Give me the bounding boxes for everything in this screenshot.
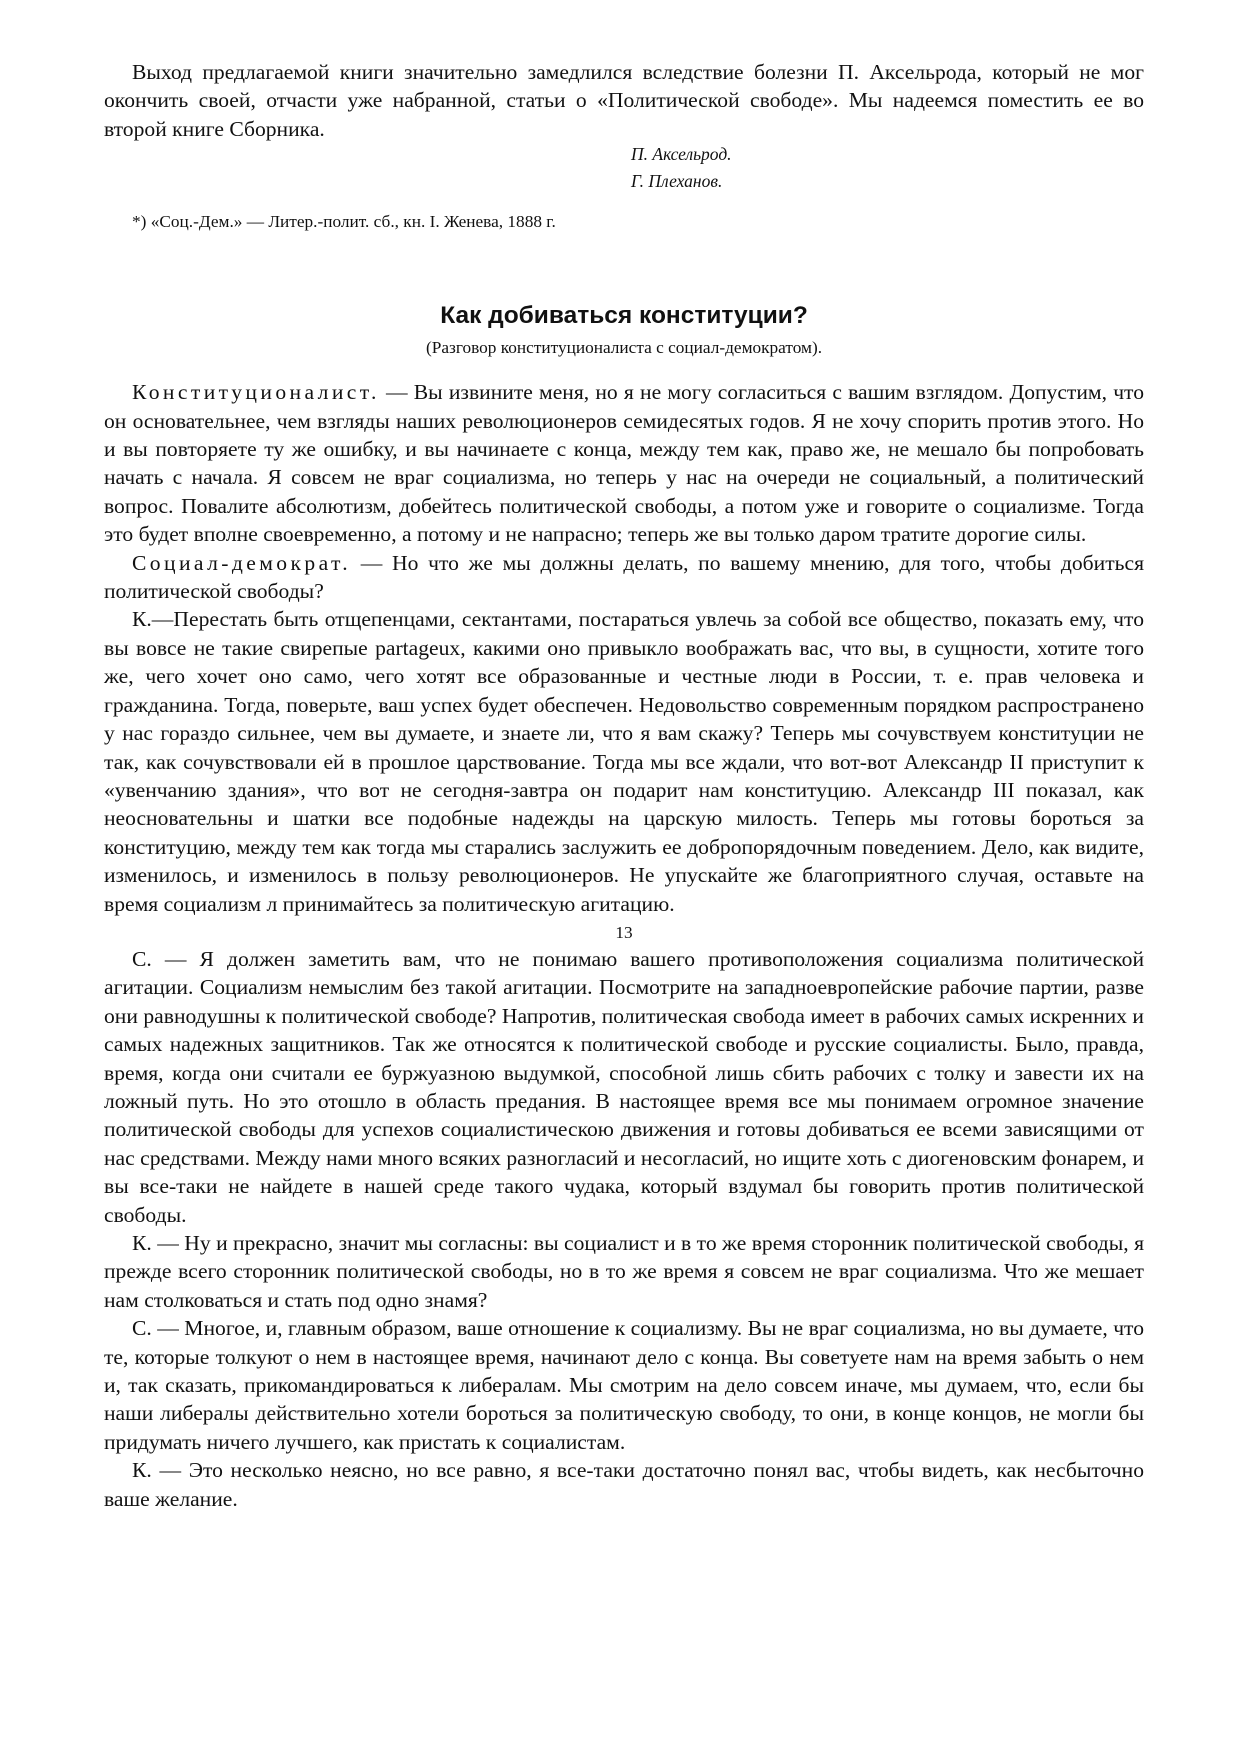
page-number: 13	[615, 922, 633, 942]
signature-plekhanov: Г. Плеханов.	[631, 171, 723, 192]
speaker-constitutionalist: Конституционалист.	[132, 380, 380, 405]
dialogue-paragraph-4: С. — Я должен заметить вам, что не понимаю вашего противоположения социализма политической агитации. Социализм немыслим без такой агитации. Посмотрите на западноевропейские рабочие партии, разве они равнодушны к политической свободе? Напротив, политическая свобода имеет в рабочих самых искренних и самых надежных защитников. Так же относятся к политической свободе и русские социалисты. Было, правда, время, когда они считали ее буржуазною выдумкой, способной лишь сбить рабочих с толку и завести их на ложный путь. Но это отошло в область предания. В настоящее время все мы понимаем огромное значение политической свободы для успехов социалистическою движения и готовы добиваться ее всеми зависящими от нас средствами. Между нами много всяких разногласий и несогласий, но ищите хоть с диогеновским фонарем, и вы все-таки не найдете в нашей среде такого чудака, который вздумал бы говорить против политической свободы.	[104, 946, 1144, 1227]
dialogue-text-1: — Вы извините меня, но я не могу согласиться с вашим взглядом. Допустим, что он основательнее, чем взгляды наших революционеров семидесятых годов. Я не хочу спорить против этого. Но и вы повторяете ту же ошибку, и вы начинаете с конца, между тем как, право же, не мешало бы попробовать начать с начала. Я совсем не враг социализма, но теперь у нас на очереди не социальный, а политический вопрос. Повалите абсолютизм, добейтесь политической свободы, а потом уже и говорите о социализме. Тогда это будет вполне своевременно, а потому и не напрасно; теперь же вы только даром тратите дорогие силы.	[104, 380, 1144, 547]
dialogue-paragraph-5: К. — Ну и прекрасно, значит мы согласны: вы социалист и в то же время сторонник политической свободы, я прежде всего сторонник политической свободы, но в то же время я совсем не враг социализма. Что же мешает нам столковаться и стать под одно знамя?	[104, 1231, 1144, 1312]
speaker-social-democrat: Социал-демократ.	[132, 550, 352, 575]
dialogue-paragraph-3: К.—Перестать быть отщепенцами, сектантами, постараться увлечь за собой все общество, показать ему, что вы вовсе не такие свирепые partageux, какими оно привыкло воображать вас, что вы, в сущности, хотите того же, чего хочет оно само, чего хотят все образованные и честные люди в России, т. е. прав человека и гражданина. Тогда, поверьте, ваш успех будет обеспечен. Недовольство современным порядком распространено у нас гораздо сильнее, чем вы думаете, и знаете ли, что я вам скажу? Теперь мы сочувствуем конституции не так, как сочувствовали ей в прошлое царствование. Тогда мы все ждали, что вот-вот Александр II приступит к «увенчанию здания», что вот не сегодня-завтра он подарит нам конституцию. Александр III показал, как неосновательны и шатки все подобные надежды на царскую милость. Теперь мы готовы бороться за конституцию, между тем как тогда мы старались заслужить ее добропорядочным поведением. Дело, как видите, изменилось, и изменилось в пользу революционеров. Не упускайте же благоприятного случая, оставьте на время социализм л принимайтесь за политическую агитацию.	[104, 607, 1144, 916]
article-title: Как добиваться конституции?	[440, 302, 808, 330]
intro-paragraph: Выход предлагаемой книги значительно замедлился вследствие болезни П. Аксельрода, который не мог окончить своей, отчасти уже набранной, статьи о «Политической свободе». Мы надеемся поместить ее во второй книге Сборника.	[104, 60, 1144, 141]
dialogue-paragraph-6: С. — Многое, и, главным образом, ваше отношение к социализму. Вы не враг социализма, но вы думаете, что те, которые толкуют о нем в настоящее время, начинают дело с конца. Вы советуете нам на время забыть о нем и, так сказать, прикомандироваться к либералам. Мы смотрим на дело совсем иначе, мы думаем, что, если бы наши либералы действительно хотели бороться за политическую свободу, то они, в конце концов, не могли бы придумать ничего лучшего, как пристать к социалистам.	[104, 1316, 1144, 1454]
dialogue-paragraph-1	[104, 378, 1144, 548]
article-subtitle: (Разговор конституционалиста с социал-демократом).	[425, 338, 823, 358]
dialogue-text-2: — Но что же мы должны делать, по вашему мнению, для того, чтобы добиться политической свободы?	[104, 550, 1144, 604]
document-page	[104, 58, 1144, 1513]
signature-axelrod: П. Аксельрод.	[631, 144, 732, 165]
dialogue-paragraph-2	[104, 549, 1144, 606]
footnote: *) «Соц.-Дем.» — Литер.-полит. сб., кн. I. Женева, 1888 г.	[132, 212, 556, 232]
dialogue-paragraph-7: К. — Это несколько неясно, но все равно, я все-таки достаточно понял вас, чтобы видеть, как несбыточно ваше желание.	[104, 1458, 1144, 1511]
